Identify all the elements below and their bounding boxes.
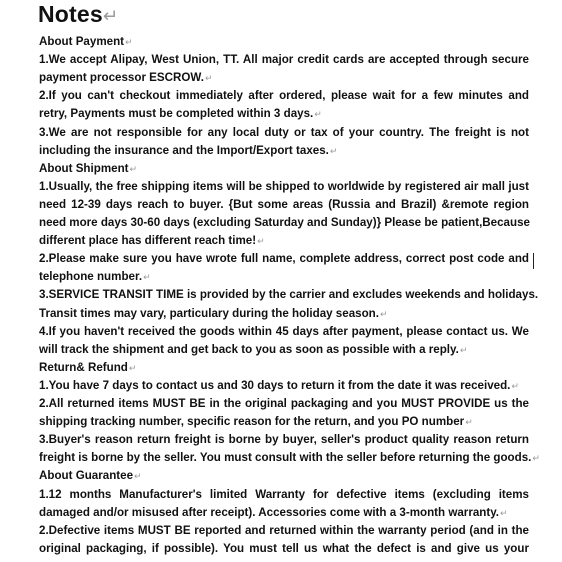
paragraph-mark-icon: ↵ bbox=[143, 272, 151, 283]
line-text: Transit times may vary, particulary during the holiday season. bbox=[39, 306, 379, 320]
document-line bbox=[39, 540, 529, 558]
line-text: 1.12 months Manufacturer's limited Warranty for defective items (excluding items bbox=[39, 487, 529, 501]
document-line bbox=[39, 196, 529, 214]
line-text: shipping tracking number, specific reason for the return, and you PO number bbox=[39, 415, 465, 429]
text-cursor bbox=[533, 253, 534, 269]
line-text: need more days 30-60 days (excluding Saturday and Sunday)} Please be patient,Because bbox=[39, 216, 530, 229]
document-line bbox=[39, 87, 529, 105]
paragraph-mark-icon: ↵ bbox=[511, 380, 519, 391]
document-line bbox=[39, 105, 529, 123]
document-line bbox=[39, 232, 529, 250]
paragraph-mark-icon: ↵ bbox=[125, 37, 133, 47]
document-line bbox=[39, 268, 529, 286]
document-line bbox=[39, 323, 529, 341]
line-text: 2.Please make sure you have wrote full name, complete address, correct post code and bbox=[39, 252, 529, 266]
paragraph-mark-icon: ↵ bbox=[459, 344, 468, 355]
document-line bbox=[39, 305, 529, 323]
document-line bbox=[39, 413, 529, 431]
document-line bbox=[39, 486, 529, 504]
document-line bbox=[39, 142, 529, 160]
line-text: About Guarantee bbox=[39, 469, 134, 483]
line-text: original packaging, if possible). You must tell us what the defect is and give us your bbox=[39, 541, 529, 555]
paragraph-mark-icon: ↵ bbox=[102, 5, 119, 26]
document-line bbox=[39, 467, 529, 485]
document-line bbox=[39, 395, 529, 413]
document-line bbox=[39, 431, 529, 449]
document-line bbox=[39, 449, 540, 467]
line-text: 1.We accept Alipay, West Union, TT. All major credit cards are accepted through secure bbox=[39, 53, 529, 67]
paragraph-mark-icon: ↵ bbox=[329, 145, 338, 156]
document-line bbox=[39, 286, 539, 304]
line-text: retry, Payments must be completed within 3 days. bbox=[39, 107, 314, 121]
document-line bbox=[39, 33, 529, 51]
line-text: including the insurance and the Import/Export taxes. bbox=[39, 143, 329, 157]
line-text: need 12-39 days reach to buyer. {But some areas (Russia and Brazil) &remote region bbox=[39, 197, 529, 211]
paragraph-mark-icon: ↵ bbox=[257, 236, 265, 247]
line-text: 2.Defective items MUST BE reported and returned within the warranty period (and in the bbox=[39, 523, 529, 537]
document-line bbox=[39, 124, 529, 142]
line-text: About Shipment bbox=[39, 161, 129, 175]
paragraph-mark-icon: ↵ bbox=[128, 362, 137, 373]
paragraph-mark-icon: ↵ bbox=[532, 453, 540, 464]
document-line bbox=[39, 377, 529, 395]
paragraph-mark-icon: ↵ bbox=[465, 417, 473, 428]
document-line bbox=[39, 178, 529, 196]
paragraph-mark-icon: ↵ bbox=[314, 109, 322, 120]
document-line bbox=[39, 250, 529, 268]
paragraph-mark-icon: ↵ bbox=[204, 73, 213, 84]
line-text: 1.Usually, the free shipping items will be shipped to worldwide by registered air mall just bbox=[39, 179, 529, 193]
line-text: 3.We are not responsible for any local duty or tax of your country. The freight is not bbox=[39, 125, 529, 139]
paragraph-mark-icon: ↵ bbox=[129, 163, 138, 174]
document-line bbox=[39, 160, 529, 178]
document-line bbox=[39, 341, 529, 359]
document-line bbox=[39, 69, 529, 87]
line-text: freight is borne by the seller. You must consult with the seller before returning the goods. bbox=[39, 451, 532, 465]
paragraph-mark-icon: ↵ bbox=[500, 507, 508, 518]
document-line bbox=[39, 51, 529, 69]
document-line bbox=[39, 214, 529, 232]
document-line bbox=[39, 504, 529, 522]
line-text: About Payment bbox=[39, 35, 125, 48]
line-text: 3.SERVICE TRANSIT TIME is provided by the carrier and excludes weekends and holidays. bbox=[39, 288, 539, 302]
page-title: Notes↵ bbox=[38, 1, 119, 27]
line-text: 4.If you haven't received the goods within 45 days after payment, please contact us. We bbox=[39, 324, 529, 338]
line-text: Return& Refund bbox=[39, 360, 128, 374]
line-text: 3.Buyer's reason return freight is borne by buyer, seller's product quality reason return bbox=[39, 433, 529, 447]
line-text: payment processor ESCROW. bbox=[39, 71, 204, 85]
paragraph-mark-icon: ↵ bbox=[134, 471, 142, 482]
line-text: telephone number. bbox=[39, 270, 143, 284]
line-text: will track the shipment and get back to you as soon as possible with a reply. bbox=[39, 342, 459, 356]
line-text: damaged and/or misused after receipt). Accessories come with a 3-month warranty. bbox=[39, 505, 500, 519]
paragraph-mark-icon: ↵ bbox=[379, 308, 388, 319]
document-line bbox=[39, 522, 529, 540]
line-text: 2.All returned items MUST BE in the original packaging and you MUST PROVIDE us the bbox=[39, 397, 529, 410]
line-text: 1.You have 7 days to contact us and 30 days to return it from the date it was received. bbox=[39, 378, 511, 392]
line-text: different place has different reach time! bbox=[39, 234, 257, 248]
line-text: 2.If you can't checkout immediately after ordered, please wait for a few minutes and bbox=[39, 89, 529, 103]
document-line bbox=[39, 359, 529, 377]
